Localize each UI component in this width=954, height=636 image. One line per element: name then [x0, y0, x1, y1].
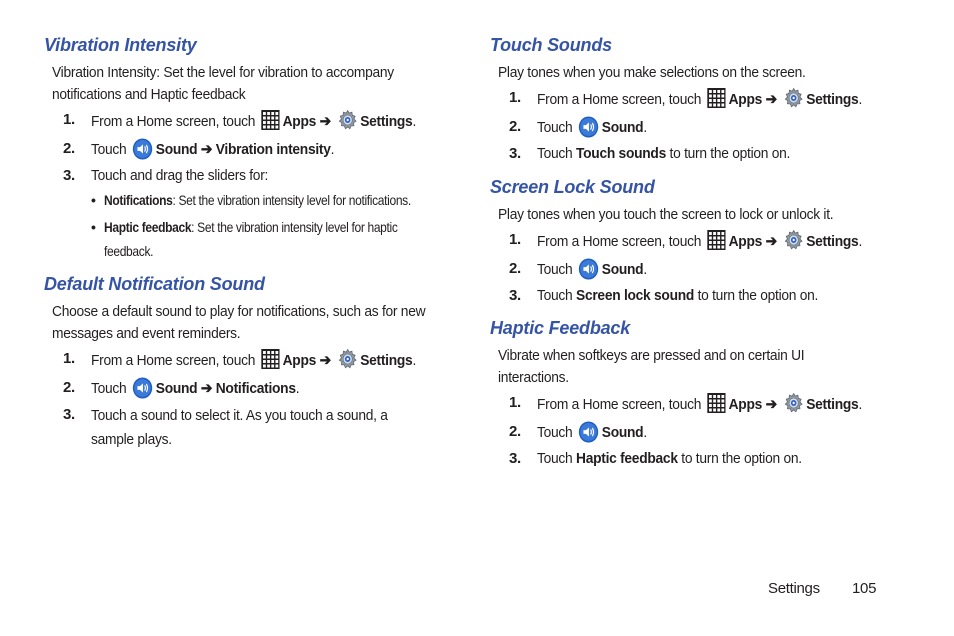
step-text: Touch a sound to select it. As you touch a sound, a sample plays.	[91, 407, 388, 448]
step-number: 1.	[63, 111, 75, 128]
punctuation: .	[330, 140, 335, 158]
apps-label: Apps	[282, 352, 317, 369]
step-item	[490, 116, 910, 139]
bullet-text: : Set the vibration intensity level for haptic feedback.	[104, 219, 398, 259]
settings-gear-icon	[783, 392, 803, 414]
page-number: 105	[852, 580, 877, 597]
step-item	[490, 421, 910, 444]
target-label: Touch sounds	[576, 145, 666, 162]
section-heading: Vibration Intensity	[44, 35, 197, 55]
apps-label: Apps	[728, 91, 763, 108]
sound-label: Sound	[601, 118, 644, 136]
step-item	[44, 138, 454, 161]
section-heading: Screen Lock Sound	[490, 177, 655, 197]
apps-label: Apps	[728, 233, 763, 250]
step-number: 3.	[509, 450, 521, 467]
target-label: Screen lock sound	[576, 287, 695, 304]
sound-label: Sound	[155, 379, 198, 397]
step-item	[490, 229, 910, 253]
step-text: From a Home screen, touch	[91, 352, 256, 369]
apps-grid-icon	[707, 88, 725, 108]
punctuation: .	[643, 260, 647, 278]
bullet-label: Notifications	[104, 192, 173, 208]
step-number: 2.	[509, 422, 521, 440]
step-item	[490, 392, 910, 416]
step-number: 1.	[509, 394, 521, 411]
step-number: 3.	[63, 167, 75, 184]
sound-label: Sound	[601, 423, 644, 441]
step-text: From a Home screen, touch	[537, 396, 702, 413]
step-text: Touch	[537, 287, 573, 304]
step-item	[490, 87, 910, 111]
section-heading: Default Notification Sound	[44, 274, 265, 294]
section-description: Play tones when you touch the screen to lock or unlock it.	[498, 206, 834, 223]
section-description: Vibration Intensity: Set the level for vibration to accompany notifications and Haptic feedback	[52, 64, 394, 103]
arrow-glyph: ➔	[765, 233, 777, 250]
bullet-label: Haptic feedback	[104, 219, 192, 235]
punctuation: .	[643, 423, 647, 441]
arrow-glyph: ➔	[765, 91, 777, 108]
sound-label: Sound	[601, 260, 644, 278]
step-text: From a Home screen, touch	[91, 113, 256, 130]
arrow-glyph: ➔	[200, 140, 213, 158]
sound-label: Sound	[155, 140, 198, 158]
settings-gear-icon	[337, 348, 357, 370]
step-item	[44, 404, 454, 452]
arrow-glyph: ➔	[319, 352, 331, 369]
arrow-glyph: ➔	[200, 379, 213, 397]
punctuation: .	[858, 233, 863, 250]
sound-speaker-icon	[579, 116, 599, 138]
sound-speaker-icon	[579, 421, 599, 443]
punctuation: .	[858, 91, 863, 108]
step-item	[44, 348, 454, 372]
arrow-glyph: ➔	[319, 113, 331, 130]
arrow-glyph: ➔	[765, 396, 777, 413]
step-text: to turn the option on.	[669, 145, 791, 162]
bullet-list	[44, 188, 454, 263]
step-text: to turn the option on.	[681, 450, 802, 467]
step-number: 1.	[509, 89, 521, 106]
step-item	[490, 143, 910, 165]
bullet-item	[44, 215, 454, 263]
apps-grid-icon	[261, 110, 279, 130]
step-item	[490, 448, 910, 470]
steps-list	[490, 87, 910, 165]
step-item	[44, 109, 454, 133]
target-label: Haptic feedback	[576, 450, 678, 467]
step-text: From a Home screen, touch	[537, 233, 702, 250]
bullet-text: : Set the vibration intensity level for notifications.	[172, 192, 411, 208]
step-text: Touch	[537, 118, 573, 136]
step-item	[44, 165, 454, 187]
section-vibration-intensity	[44, 34, 454, 263]
settings-label: Settings	[806, 396, 859, 413]
step-item	[44, 377, 454, 400]
apps-grid-icon	[707, 393, 725, 413]
step-text: Touch	[537, 450, 573, 467]
step-number: 1.	[509, 231, 521, 248]
settings-label: Settings	[806, 233, 859, 250]
steps-list	[490, 392, 910, 470]
step-item	[490, 258, 910, 281]
step-number: 3.	[509, 145, 521, 162]
section-screen-lock-sound	[490, 176, 910, 312]
bullet-dot: •	[91, 219, 96, 235]
step-number: 2.	[63, 139, 75, 157]
settings-gear-icon	[783, 229, 803, 251]
apps-label: Apps	[282, 113, 317, 130]
section-default-notification-sound	[44, 273, 454, 457]
bullet-dot: •	[91, 192, 96, 208]
settings-label: Settings	[360, 352, 413, 369]
steps-list	[490, 229, 910, 307]
step-text: Touch and drag the sliders for:	[91, 167, 269, 184]
target-label: Notifications	[215, 379, 296, 397]
settings-label: Settings	[806, 91, 859, 108]
settings-label: Settings	[360, 113, 413, 130]
section-heading: Touch Sounds	[490, 35, 612, 55]
sound-speaker-icon	[579, 258, 599, 280]
section-touch-sounds	[490, 34, 910, 170]
step-number: 3.	[63, 406, 75, 423]
step-item	[490, 285, 910, 307]
steps-list	[44, 109, 454, 187]
section-description: Play tones when you make selections on the screen.	[498, 64, 806, 81]
settings-gear-icon	[783, 87, 803, 109]
apps-label: Apps	[728, 396, 763, 413]
step-number: 2.	[63, 378, 75, 396]
bullet-item	[44, 188, 454, 212]
sound-speaker-icon	[133, 377, 153, 399]
apps-grid-icon	[261, 349, 279, 369]
sound-speaker-icon	[133, 138, 153, 160]
step-text: Touch	[537, 260, 573, 278]
steps-list	[44, 348, 454, 452]
step-text: Touch	[537, 423, 573, 441]
section-description: Vibrate when softkeys are pressed and on certain UI interactions.	[498, 347, 805, 386]
step-text: From a Home screen, touch	[537, 91, 702, 108]
punctuation: .	[295, 379, 300, 397]
target-label: Vibration intensity	[215, 140, 331, 158]
step-text: Touch	[91, 140, 127, 158]
footer-section-label: Settings	[768, 580, 820, 597]
section-heading: Haptic Feedback	[490, 318, 631, 338]
punctuation: .	[412, 113, 417, 130]
step-number: 1.	[63, 350, 75, 367]
punctuation: .	[858, 396, 863, 413]
apps-grid-icon	[707, 230, 725, 250]
step-number: 3.	[509, 287, 521, 304]
step-text: Touch	[537, 145, 573, 162]
step-number: 2.	[509, 117, 521, 135]
step-text: Touch	[91, 379, 127, 397]
settings-gear-icon	[337, 109, 357, 131]
punctuation: .	[412, 352, 417, 369]
step-number: 2.	[509, 259, 521, 277]
step-text: to turn the option on.	[697, 287, 819, 304]
section-description: Choose a default sound to play for notifications, such as for new messages and event reminders.	[52, 303, 426, 342]
punctuation: .	[643, 118, 647, 136]
section-haptic-feedback	[490, 317, 910, 475]
